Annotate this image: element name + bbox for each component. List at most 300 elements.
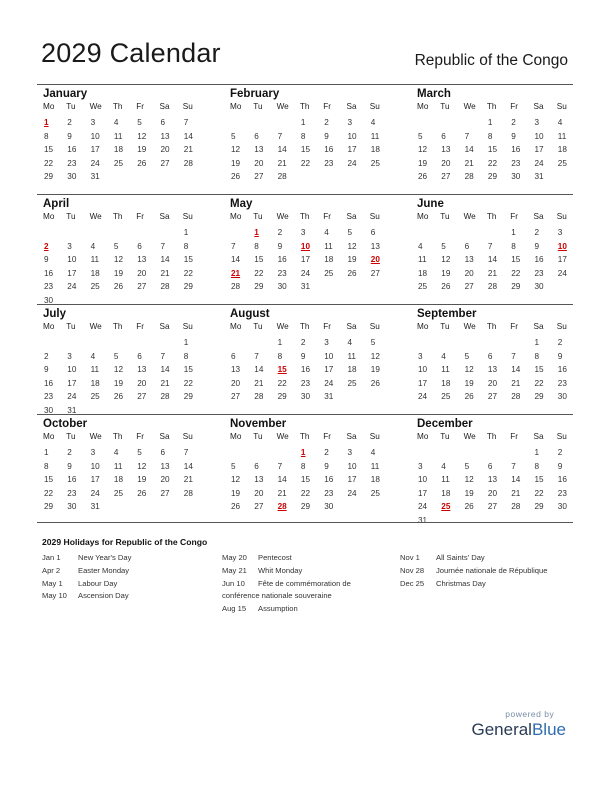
day-cell: 10 (90, 131, 100, 141)
day-cell: 28 (183, 158, 193, 168)
weekday-label: Mo (230, 212, 242, 221)
day-cell: 8 (277, 351, 283, 361)
day-cell: 4 (418, 241, 423, 251)
day-cell: 23 (557, 378, 567, 388)
day-cell: 11 (370, 461, 380, 471)
day-cell: 26 (370, 378, 380, 388)
weekday-label: Su (556, 432, 567, 441)
weekday-label: We (89, 322, 102, 331)
weekday-label: We (89, 102, 102, 111)
day-cell: 30 (557, 502, 567, 512)
weekday-label: Tu (66, 322, 76, 331)
weekday-label: Sa (533, 212, 544, 221)
day-cell: 19 (370, 365, 380, 375)
day-cell: 18 (418, 268, 428, 278)
day-cell: 10 (418, 475, 428, 485)
day-cell: 5 (113, 351, 119, 361)
day-cell: 6 (487, 461, 493, 471)
day-cell: 2 (511, 118, 516, 127)
day-cell: 29 (300, 502, 310, 512)
day-cell: 9 (324, 131, 329, 141)
day-cell: 19 (464, 488, 474, 498)
day-cell: 19 (418, 158, 428, 168)
month-day-grid (411, 321, 571, 404)
day-cell: 9 (557, 461, 563, 471)
day-cell: 4 (370, 448, 376, 457)
day-cell: 11 (370, 131, 380, 141)
page-title: 2029 Calendar (41, 38, 221, 68)
day-cell: 28 (254, 392, 264, 402)
day-cell: 30 (44, 295, 54, 305)
weekday-label: Fr (323, 102, 331, 111)
holiday-day-cell: 20 (370, 255, 380, 265)
day-cell: 30 (324, 502, 334, 512)
month-january (37, 87, 197, 184)
day-cell: 21 (487, 268, 497, 278)
day-cell: 4 (113, 118, 119, 127)
month-name: June (417, 198, 444, 210)
day-cell: 28 (511, 392, 521, 402)
day-cell: 22 (44, 488, 54, 498)
day-cell: 4 (441, 351, 446, 361)
day-cell: 18 (370, 145, 380, 155)
holiday-date: Nov 28 (400, 565, 425, 575)
day-cell: 27 (464, 282, 474, 292)
day-cell: 23 (511, 158, 521, 168)
day-cell: 2 (534, 228, 540, 237)
day-cell: 1 (534, 448, 540, 457)
month-september (411, 307, 571, 404)
day-cell: 3 (418, 461, 423, 471)
weekday-label: Th (486, 102, 497, 111)
weekday-label: Sa (346, 432, 357, 441)
day-cell: 7 (511, 461, 516, 471)
day-cell: 21 (183, 145, 193, 155)
weekday-label: Fr (510, 322, 518, 331)
day-cell: 28 (231, 282, 241, 292)
brand-name-part1: General (471, 720, 532, 739)
day-cell: 12 (418, 145, 428, 155)
day-cell: 22 (44, 158, 54, 168)
day-cell: 18 (324, 255, 334, 265)
month-row-divider (37, 84, 573, 85)
weekday-label: Su (369, 212, 380, 221)
day-cell: 4 (370, 118, 376, 127)
holiday-date: Jan 1 (42, 553, 61, 562)
day-cell: 4 (441, 461, 446, 471)
day-cell: 26 (113, 392, 123, 402)
day-cell: 16 (44, 268, 54, 278)
weekday-label: Tu (66, 432, 76, 441)
weekday-label: Su (369, 322, 380, 331)
month-april (37, 197, 197, 308)
day-cell: 4 (557, 118, 563, 127)
day-cell: 9 (511, 131, 516, 141)
day-cell: 1 (534, 338, 540, 347)
day-cell: 20 (254, 158, 264, 168)
day-cell: 9 (557, 351, 563, 361)
empty-day-cell (458, 226, 481, 240)
day-cell: 14 (183, 131, 193, 141)
day-cell: 25 (113, 158, 123, 168)
empty-day-cell (481, 226, 504, 240)
weekday-label: Fr (510, 212, 518, 221)
holiday-name: Ascension Day (78, 591, 129, 601)
day-cell: 4 (347, 338, 353, 347)
day-cell: 24 (90, 488, 100, 498)
day-cell: 10 (418, 365, 428, 375)
month-name: August (230, 308, 270, 320)
day-cell: 17 (418, 378, 428, 388)
day-cell: 11 (113, 131, 123, 141)
month-name: July (43, 308, 67, 320)
day-cell: 17 (90, 145, 100, 155)
day-cell: 9 (534, 241, 540, 251)
day-cell: 28 (160, 282, 170, 292)
holiday-name: Fête de commémoration de (258, 578, 351, 588)
weekday-label: Th (299, 432, 310, 441)
day-cell: 5 (464, 461, 470, 471)
day-cell: 23 (44, 392, 54, 402)
day-cell: 20 (160, 145, 170, 155)
day-cell: 23 (44, 282, 54, 292)
day-cell: 19 (113, 378, 123, 388)
empty-day-cell (60, 336, 83, 350)
day-cell: 2 (67, 448, 72, 457)
day-cell: 9 (300, 351, 306, 361)
month-december (411, 417, 571, 528)
day-cell: 30 (44, 405, 54, 415)
day-cell: 2 (277, 228, 283, 237)
day-cell: 24 (300, 268, 310, 278)
weekday-label: We (276, 102, 289, 111)
day-cell: 10 (347, 131, 357, 141)
day-cell: 2 (557, 338, 563, 347)
holiday-day-cell: 25 (441, 502, 451, 512)
holiday-date: Dec 25 (400, 578, 425, 588)
day-cell: 21 (160, 378, 170, 388)
day-cell: 16 (324, 475, 334, 485)
day-cell: 22 (300, 488, 310, 498)
day-cell: 1 (277, 338, 283, 347)
day-cell: 31 (67, 405, 77, 415)
weekday-label: Su (556, 212, 567, 221)
weekday-label: Sa (533, 322, 544, 331)
day-cell: 15 (300, 475, 310, 485)
weekday-label: Mo (417, 212, 429, 221)
holiday-date: May 21 (222, 565, 247, 575)
empty-day-cell (504, 446, 527, 460)
month-day-grid (411, 431, 571, 528)
day-cell: 19 (113, 268, 123, 278)
day-cell: 8 (183, 241, 189, 251)
weekday-label: Sa (346, 212, 357, 221)
day-cell: 1 (487, 118, 493, 127)
day-cell: 17 (67, 268, 77, 278)
day-cell: 2 (300, 338, 306, 347)
month-name: March (417, 88, 451, 100)
day-cell: 28 (183, 488, 193, 498)
month-name: May (230, 198, 253, 210)
day-cell: 7 (511, 351, 516, 361)
day-cell: 13 (487, 365, 497, 375)
day-cell: 6 (487, 351, 493, 361)
day-cell: 8 (487, 131, 493, 141)
weekday-label: Su (182, 432, 193, 441)
weekday-label: Th (112, 432, 123, 441)
weekday-label: Mo (417, 102, 429, 111)
day-cell: 28 (487, 282, 497, 292)
holiday-date: Jun 10 (222, 578, 245, 588)
day-cell: 7 (254, 351, 259, 361)
empty-day-cell (153, 226, 176, 240)
day-cell: 13 (464, 255, 474, 265)
day-cell: 14 (277, 475, 287, 485)
day-cell: 20 (441, 158, 451, 168)
holiday-day-cell: 21 (231, 268, 241, 278)
day-cell: 11 (324, 241, 333, 251)
day-cell: 27 (231, 392, 241, 402)
weekday-label: Sa (159, 212, 170, 221)
day-cell: 11 (441, 365, 450, 375)
empty-day-cell (458, 446, 481, 460)
day-cell: 22 (534, 488, 544, 498)
day-cell: 8 (183, 351, 189, 361)
day-cell: 22 (183, 268, 193, 278)
weekday-label: Sa (159, 432, 170, 441)
day-cell: 19 (137, 145, 147, 155)
day-cell: 11 (557, 131, 567, 141)
day-cell: 16 (67, 475, 77, 485)
day-cell: 16 (557, 475, 567, 485)
day-cell: 3 (418, 351, 423, 361)
day-cell: 18 (90, 378, 100, 388)
holiday-date: May 10 (42, 591, 67, 601)
day-cell: 27 (160, 488, 170, 498)
day-cell: 15 (44, 475, 54, 485)
day-cell: 27 (370, 268, 380, 278)
month-day-grid (37, 321, 197, 418)
day-cell: 25 (324, 268, 334, 278)
day-cell: 13 (137, 365, 147, 375)
day-cell: 5 (113, 241, 119, 251)
day-cell: 7 (487, 241, 493, 251)
day-cell: 25 (90, 282, 100, 292)
day-cell: 8 (44, 461, 49, 471)
month-name: April (43, 198, 70, 210)
day-cell: 6 (370, 228, 376, 237)
day-cell: 30 (557, 392, 567, 402)
day-cell: 20 (487, 378, 497, 388)
day-cell: 17 (418, 488, 428, 498)
day-cell: 22 (300, 158, 310, 168)
holiday-name: Journée nationale de République (436, 565, 548, 575)
weekday-label: Fr (136, 212, 144, 221)
day-cell: 27 (441, 172, 451, 182)
holiday-day-cell: 1 (300, 448, 306, 457)
day-cell: 15 (534, 365, 544, 375)
brand-logo (471, 709, 566, 740)
month-november (224, 417, 384, 514)
day-cell: 21 (160, 268, 170, 278)
day-cell: 23 (324, 158, 334, 168)
holiday-row (222, 552, 351, 565)
day-cell: 11 (90, 255, 100, 265)
day-cell: 16 (511, 145, 521, 155)
day-cell: 21 (511, 378, 521, 388)
day-cell: 27 (137, 392, 147, 402)
weekday-label: Sa (346, 322, 357, 331)
day-cell: 23 (277, 268, 287, 278)
empty-day-cell (411, 226, 434, 240)
day-cell: 10 (90, 461, 100, 471)
empty-day-cell (434, 336, 457, 350)
day-cell: 26 (137, 488, 147, 498)
day-cell: 20 (160, 475, 170, 485)
day-cell: 30 (511, 172, 521, 182)
weekday-label: Tu (440, 102, 450, 111)
holiday-name: Pentecost (258, 553, 292, 562)
day-cell: 14 (254, 365, 264, 375)
weekday-label: Fr (323, 432, 331, 441)
holiday-name: Assumption (258, 604, 298, 614)
holiday-date: Aug 15 (222, 604, 247, 614)
day-cell: 6 (254, 131, 259, 141)
day-cell: 26 (464, 392, 474, 402)
weekday-label: Mo (43, 432, 55, 441)
month-name: January (43, 88, 88, 100)
day-cell: 21 (464, 158, 474, 168)
day-cell: 27 (160, 158, 170, 168)
day-cell: 14 (464, 145, 474, 155)
day-cell: 14 (511, 475, 521, 485)
empty-day-cell (84, 226, 107, 240)
day-cell: 7 (277, 131, 283, 141)
empty-day-cell (107, 336, 130, 350)
day-cell: 5 (137, 118, 142, 127)
weekday-label: Tu (440, 432, 450, 441)
day-cell: 29 (511, 282, 521, 292)
holiday-name: Whit Monday (258, 565, 303, 575)
day-cell: 12 (231, 145, 241, 155)
day-cell: 28 (277, 172, 287, 182)
day-cell: 1 (300, 118, 306, 127)
day-cell: 26 (113, 282, 123, 292)
holiday-row (42, 565, 131, 578)
weekday-label: Mo (230, 102, 242, 111)
day-cell: 15 (183, 255, 193, 265)
day-cell: 6 (441, 131, 446, 141)
weekday-label: We (276, 432, 289, 441)
holiday-row (400, 578, 547, 591)
holidays-title: 2029 Holidays for Republic of the Congo (42, 537, 208, 547)
month-july (37, 307, 197, 418)
day-cell: 5 (231, 131, 236, 141)
day-cell: 29 (183, 282, 193, 292)
day-cell: 7 (160, 241, 166, 251)
day-cell: 14 (183, 461, 193, 471)
day-cell: 20 (464, 268, 474, 278)
weekday-label: Su (369, 102, 380, 111)
holiday-row (222, 565, 351, 578)
empty-day-cell (60, 226, 83, 240)
holiday-date: Apr 2 (42, 565, 61, 575)
day-cell: 26 (441, 282, 451, 292)
day-cell: 20 (137, 378, 147, 388)
weekday-label: Fr (510, 432, 518, 441)
day-cell: 12 (464, 475, 474, 485)
weekday-label: Tu (440, 322, 450, 331)
day-cell: 24 (324, 378, 334, 388)
day-cell: 13 (160, 461, 170, 471)
day-cell: 28 (464, 172, 474, 182)
day-cell: 14 (511, 365, 521, 375)
day-cell: 10 (67, 365, 77, 375)
empty-day-cell (434, 446, 457, 460)
day-cell: 8 (44, 131, 49, 141)
weekday-label: Th (486, 212, 497, 221)
day-cell: 30 (67, 172, 77, 182)
day-cell: 14 (231, 255, 241, 265)
day-cell: 24 (347, 488, 357, 498)
day-cell: 15 (534, 475, 544, 485)
day-cell: 16 (557, 365, 567, 375)
day-cell: 17 (347, 145, 357, 155)
day-cell: 4 (324, 228, 329, 237)
generalblue-logo (471, 720, 566, 740)
empty-day-cell (411, 336, 434, 350)
weekday-label: Th (112, 212, 123, 221)
day-cell: 21 (277, 488, 287, 498)
holiday-day-cell: 1 (254, 228, 259, 237)
day-cell: 25 (370, 488, 380, 498)
weekday-label: We (89, 432, 102, 441)
day-cell: 31 (534, 172, 544, 182)
holiday-row (400, 552, 547, 565)
day-cell: 3 (324, 338, 329, 347)
month-day-grid (37, 101, 197, 184)
weekday-label: Su (182, 322, 193, 331)
day-cell: 15 (511, 255, 521, 265)
weekday-label: Mo (417, 432, 429, 441)
weekday-label: Tu (253, 212, 263, 221)
holiday-name: conférence nationale souveraine (222, 591, 332, 601)
day-cell: 27 (137, 282, 147, 292)
holiday-row (222, 590, 351, 603)
day-cell: 19 (441, 268, 451, 278)
day-cell: 24 (90, 158, 100, 168)
day-cell: 26 (231, 172, 241, 182)
day-cell: 10 (347, 461, 357, 471)
day-cell: 6 (137, 241, 142, 251)
day-cell: 26 (464, 502, 474, 512)
day-cell: 7 (464, 131, 470, 141)
day-cell: 24 (67, 392, 77, 402)
month-day-grid (37, 211, 197, 308)
day-cell: 27 (254, 172, 264, 182)
day-cell: 24 (418, 392, 428, 402)
empty-day-cell (458, 116, 481, 130)
day-cell: 13 (254, 145, 264, 155)
day-cell: 11 (418, 255, 427, 265)
month-day-grid (411, 211, 571, 294)
month-name: February (230, 88, 280, 100)
day-cell: 14 (277, 145, 287, 155)
day-cell: 10 (67, 255, 77, 265)
day-cell: 13 (160, 131, 170, 141)
day-cell: 3 (557, 228, 563, 237)
day-cell: 19 (347, 255, 357, 265)
